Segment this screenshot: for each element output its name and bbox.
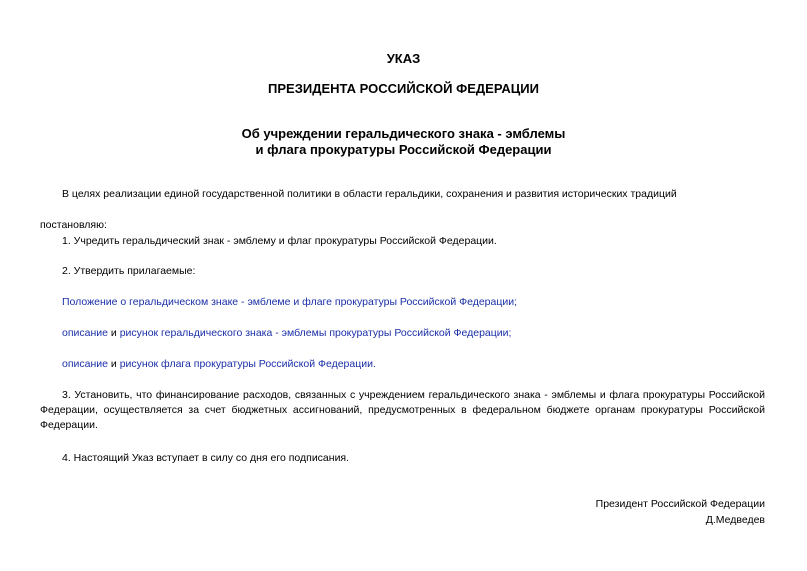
item-4-paragraph: 4. Настоящий Указ вступает в силу со дня его подписания. — [62, 452, 350, 464]
emblem-description-link[interactable]: описание — [62, 327, 108, 339]
regulation-link[interactable]: Положение о геральдическом знаке - эмблеме и флаге прокуратуры Российской Федерации; — [62, 296, 518, 308]
item-3-paragraph: 3. Установить, что финансирование расходов, связанных с учреждением геральдического знака - эмблемы и флага прокуратуры Российской Федерации, осуществляется за счет бюджетных ассигнований, предусмотренных в федеральном бюджете органам прокуратуры Российской Федерации. — [40, 389, 765, 431]
flag-drawing-link[interactable]: рисунок флага прокуратуры Российской Федерации. — [119, 358, 376, 370]
item-1-paragraph: 1. Учредить геральдический знак - эмблему и флаг прокуратуры Российской Федерации. — [62, 235, 497, 247]
emblem-annex-line — [62, 326, 511, 341]
title-line-2: и флага прокуратуры Российской Федерации — [255, 142, 552, 157]
emblem-and-text: и — [107, 327, 120, 339]
signature-name: Д.Медведев — [705, 514, 765, 526]
flag-annex-line — [62, 357, 376, 372]
item-2-paragraph: 2. Утвердить прилагаемые: — [62, 265, 196, 277]
document-type-heading: УКАЗ — [386, 51, 421, 66]
decree-word: постановляю: — [40, 219, 107, 231]
flag-description-link[interactable]: описание — [62, 358, 108, 370]
signature-role: Президент Российской Федерации — [595, 498, 765, 510]
preamble-paragraph: В целях реализации единой государственной политики в области геральдики, сохранения и развития исторических традиций — [62, 188, 677, 200]
title-line-1: Об учреждении геральдического знака - эмблемы — [241, 126, 566, 141]
issuer-heading: ПРЕЗИДЕНТА РОССИЙСКОЙ ФЕДЕРАЦИИ — [268, 81, 539, 96]
emblem-drawing-link[interactable]: рисунок геральдического знака - эмблемы прокуратуры Российской Федерации; — [119, 327, 512, 339]
flag-and-text: и — [107, 358, 120, 370]
